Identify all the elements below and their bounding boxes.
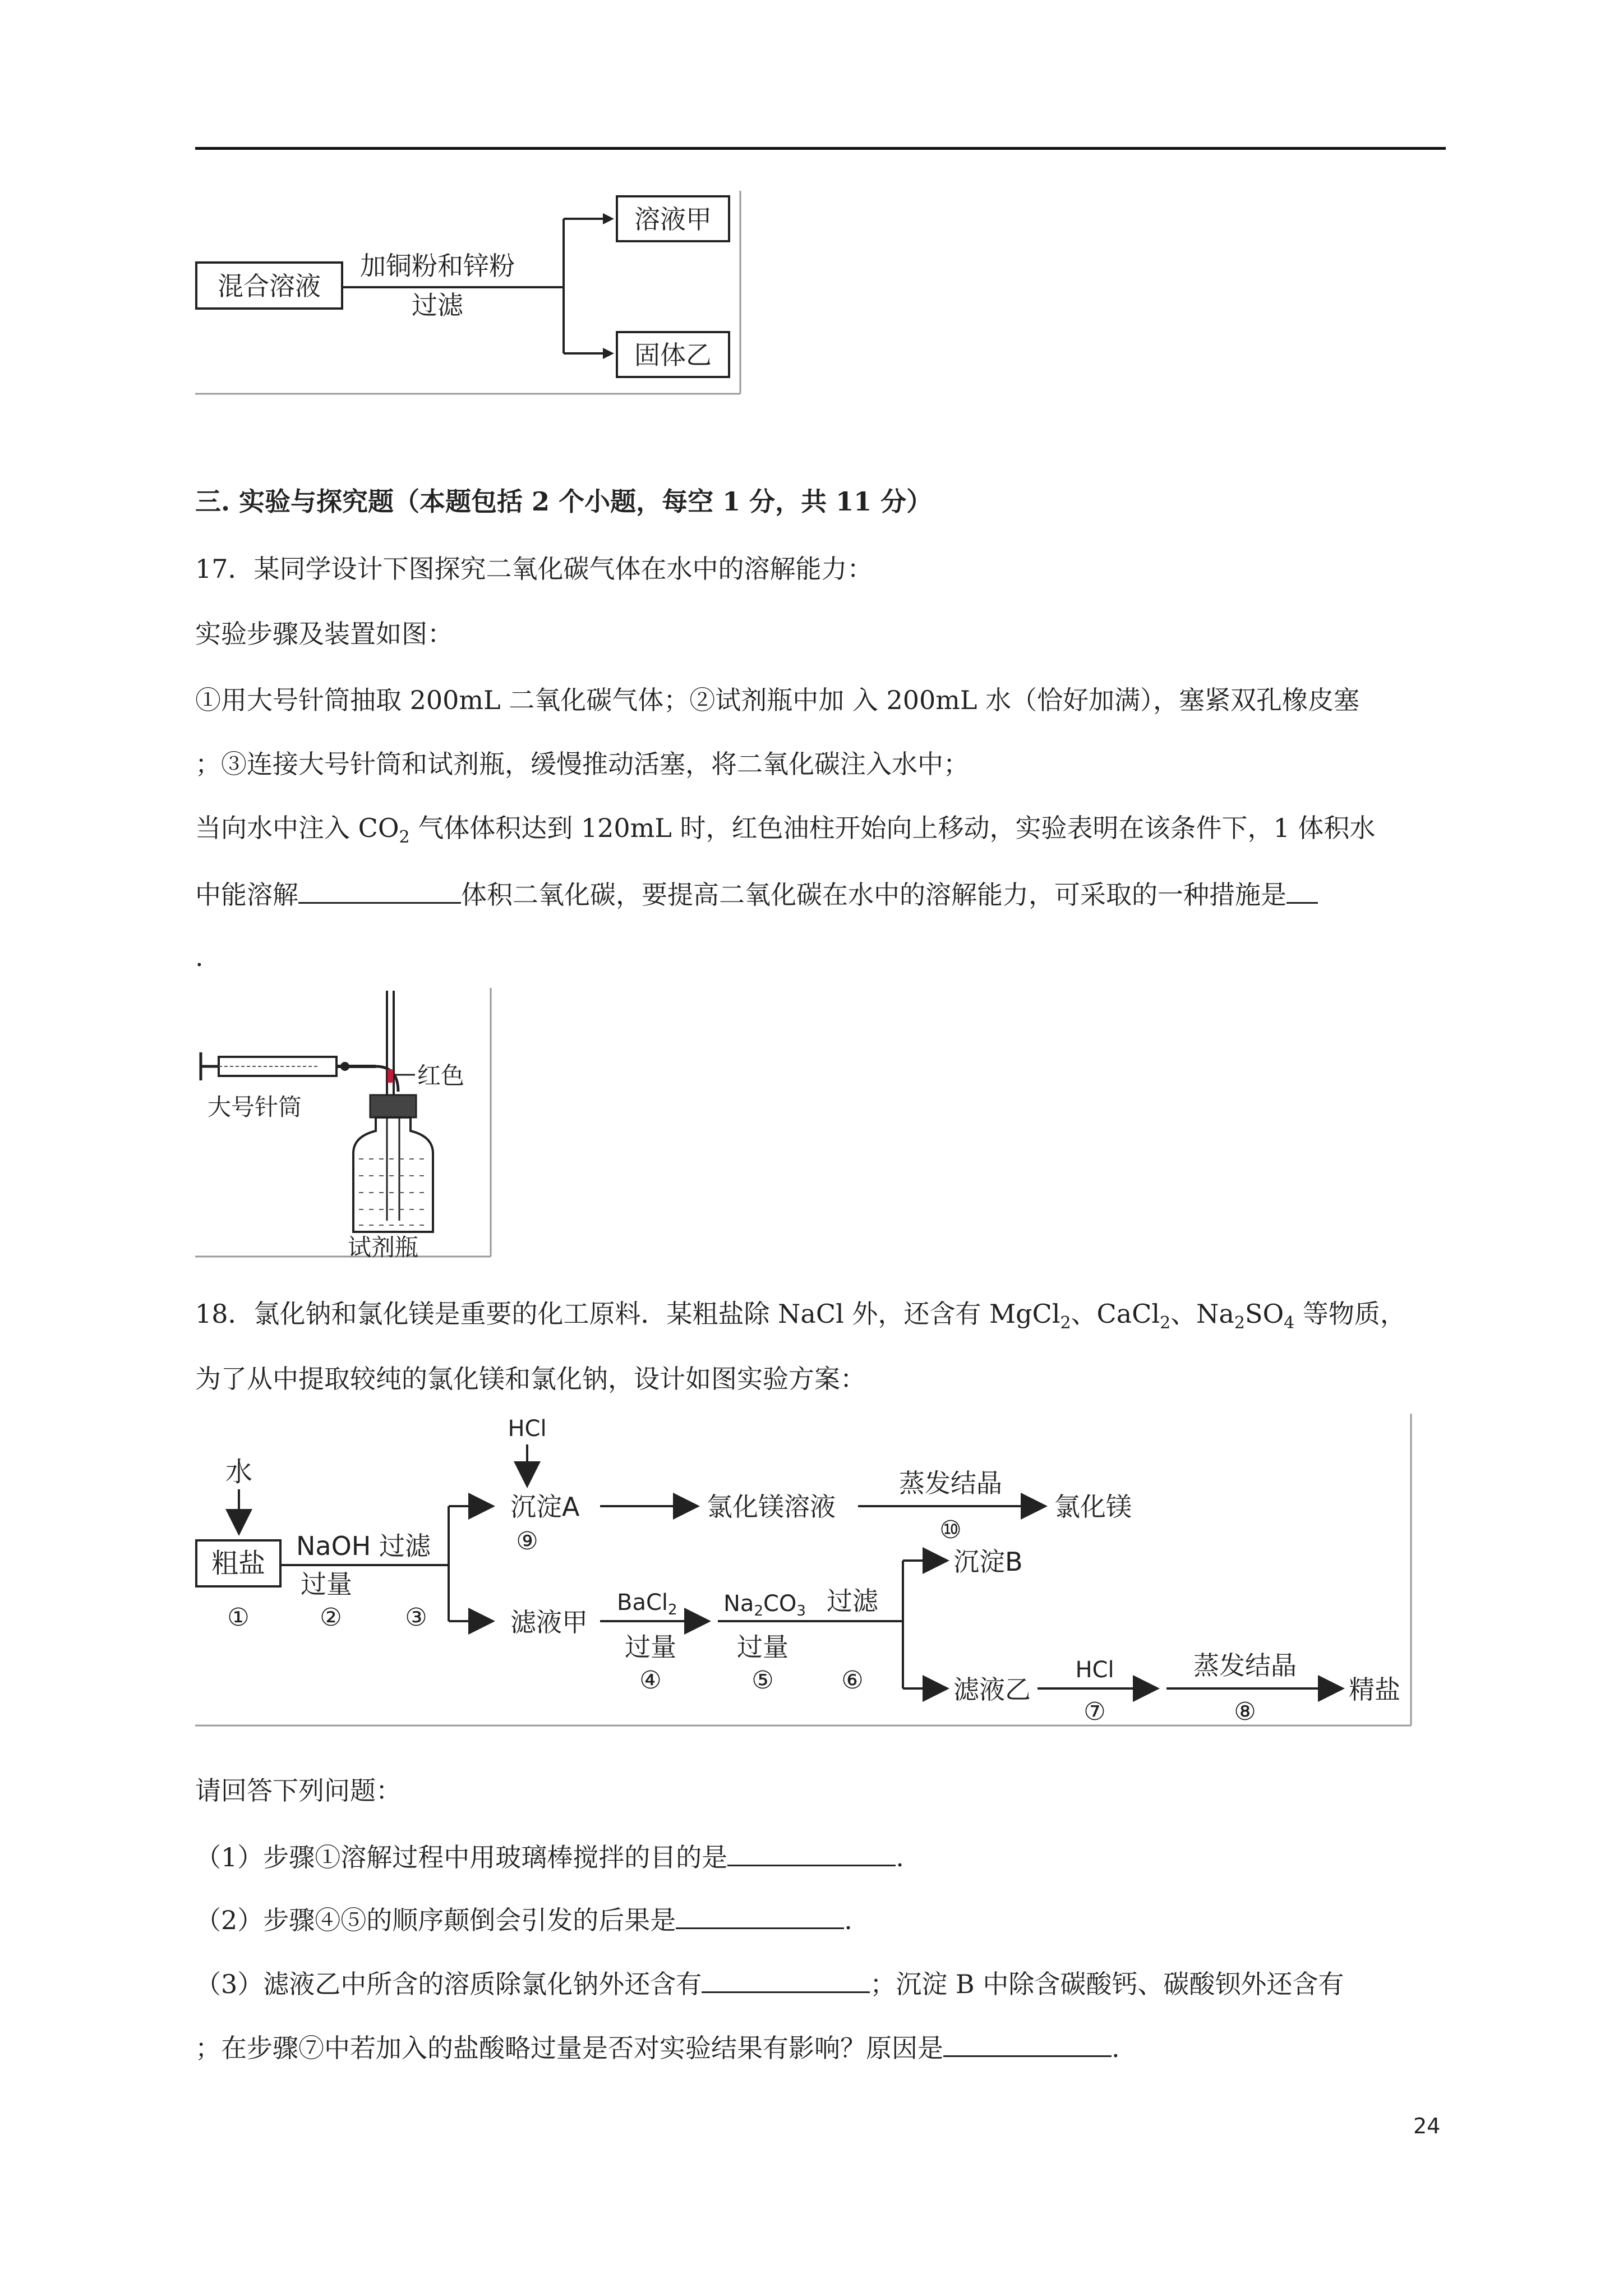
filtrate-b: 滤液乙 xyxy=(953,1674,1031,1705)
label-syringe: 大号针筒 xyxy=(208,1093,302,1121)
precipitate-a: 沉淀A xyxy=(510,1492,580,1522)
na2co3-label: $Na_2CO_3$ xyxy=(723,1591,806,1619)
question-3-cont xyxy=(195,2030,1120,2065)
question-1 xyxy=(195,1839,904,1874)
mixed-solution-diagram xyxy=(191,185,751,404)
question-3-text: （3）滤液乙中所含的溶质除氯化钠外还含有 xyxy=(195,1969,702,1999)
question-3-cont-text: ；在步骤⑦中若加入的盐酸略过量是否对实验结果有影响？原因是 xyxy=(195,2033,943,2063)
q18-line-1d: SO xyxy=(1244,1299,1284,1329)
box-solution-a-label: 溶液甲 xyxy=(634,204,712,234)
answer-blank-q2[interactable] xyxy=(676,1902,844,1929)
question-3-cont-end: . xyxy=(1112,2033,1120,2063)
label-red: 红色 xyxy=(417,1062,465,1089)
excess-2-label: 过量 xyxy=(625,1632,676,1662)
answer-blank-q3[interactable] xyxy=(702,1966,870,1993)
crude-salt-label: 粗盐 xyxy=(211,1548,266,1579)
naoh-label: NaOH 过滤 xyxy=(296,1531,431,1561)
q17-line-6 xyxy=(195,876,1318,912)
q18-line-1 xyxy=(195,1297,1406,1340)
box-solid-b-label: 固体乙 xyxy=(634,340,712,370)
answer-blank-1[interactable] xyxy=(298,876,461,904)
q17-line-2: 实验步骤及装置如图： xyxy=(195,619,453,649)
step-7: ⑦ xyxy=(1083,1697,1106,1726)
op-top-label: 加铜粉和锌粉 xyxy=(360,251,515,281)
q17-line-4: ；③连接大号针筒和试剂瓶，缓慢推动活塞，将二氧化碳注入水中； xyxy=(195,749,969,779)
question-3-text-2: ；沉淀 B 中除含碳酸钙、碳酸钡外还含有 xyxy=(870,1969,1344,1999)
step-4: ④ xyxy=(639,1666,662,1695)
answer-blank-2[interactable] xyxy=(1287,876,1318,904)
q17-line-5 xyxy=(195,811,1375,854)
excess-1-label: 过量 xyxy=(301,1569,352,1599)
answer-blank-q1[interactable] xyxy=(727,1839,896,1866)
step-2: ② xyxy=(320,1603,342,1632)
fine-salt: 精盐 xyxy=(1349,1674,1400,1705)
header-rule xyxy=(195,147,1446,150)
filtrate-a: 滤液甲 xyxy=(510,1607,588,1637)
question-1-end: . xyxy=(896,1842,904,1872)
section-title: 三. 实验与探究题（本题包括 2 个小题，每空 1 分，共 11 分） xyxy=(195,486,933,517)
answers-intro: 请回答下列问题： xyxy=(195,1775,402,1806)
step-6: ⑥ xyxy=(841,1666,864,1695)
step-1: ① xyxy=(227,1603,250,1632)
q17-line-6a: 中能溶解 xyxy=(195,880,298,910)
q18-line-2: 为了从中提取较纯的氯化镁和氯化钠，设计如图实验方案： xyxy=(195,1364,866,1394)
page-number: 24 xyxy=(1413,2114,1441,2138)
q17-line-6b: 体积二氧化碳，要提高二氧化碳在水中的溶解能力，可采取的一种措施是 xyxy=(461,880,1287,910)
label-bottle: 试剂瓶 xyxy=(348,1234,419,1261)
hcl-top-label: HCl xyxy=(508,1416,547,1442)
answer-blank-q4[interactable] xyxy=(943,2030,1112,2057)
cacl2-sub: 2 xyxy=(1160,1313,1171,1333)
question-2-text: （2）步骤④⑤的顺序颠倒会引发的后果是 xyxy=(195,1905,676,1935)
evaporate-2-label: 蒸发结晶 xyxy=(1193,1650,1297,1681)
bacl2-label: BaCl$_2$ xyxy=(617,1590,677,1618)
q17-line-5a: 当向水中注入 CO xyxy=(195,813,399,843)
mgcl2-product: 氯化镁 xyxy=(1054,1492,1132,1522)
q18-line-1a: 18．氯化钠和氯化镁是重要的化工原料．某粗盐除 NaCl 外，还含有 MgCl xyxy=(195,1299,1061,1329)
excess-3-label: 过量 xyxy=(737,1632,789,1662)
mgcl2-solution: 氯化镁溶液 xyxy=(707,1492,836,1522)
precipitate-b: 沉淀B xyxy=(953,1547,1023,1577)
evaporate-1-label: 蒸发结晶 xyxy=(899,1468,1002,1498)
q18-line-1c: 、Na xyxy=(1170,1299,1234,1329)
q17-line-7: . xyxy=(195,942,204,972)
step-9: ⑨ xyxy=(516,1527,538,1556)
mgcl2-sub: 2 xyxy=(1060,1313,1071,1333)
q17-line-1: 17．某同学设计下图探究二氧化碳气体在水中的溶解能力： xyxy=(195,554,873,584)
step-8: ⑧ xyxy=(1234,1697,1256,1726)
so4-sub: 4 xyxy=(1284,1313,1295,1333)
salt-purification-flowchart xyxy=(191,1408,1424,1733)
q18-line-1b: 、CaCl xyxy=(1071,1299,1160,1329)
step-3: ③ xyxy=(405,1603,427,1632)
na2-sub: 2 xyxy=(1234,1313,1245,1333)
question-1-text: （1）步骤①溶解过程中用玻璃棒搅拌的目的是 xyxy=(195,1842,728,1872)
q18-line-1e: 等物质， xyxy=(1294,1299,1406,1329)
co2-apparatus-figure xyxy=(191,985,494,1260)
co2-subscript: 2 xyxy=(399,827,410,848)
box-mixed-label: 混合溶液 xyxy=(218,271,321,301)
q17-line-5b: 气体体积达到 120mL 时，红色油柱开始向上移动，实验表明在该条件下，1 体积水 xyxy=(409,813,1376,843)
q17-line-3: ①用大号针筒抽取 200mL 二氧化碳气体；②试剂瓶中加 入 200mL 水（恰好加满），塞紧双孔橡皮塞 xyxy=(195,685,1360,715)
water-label: 水 xyxy=(225,1456,253,1488)
hcl-2-label: HCl xyxy=(1075,1657,1114,1683)
question-2-end: . xyxy=(844,1905,852,1935)
step-5: ⑤ xyxy=(751,1666,774,1695)
question-2 xyxy=(195,1902,852,1937)
filter-2-label: 过滤 xyxy=(827,1586,878,1616)
op-bottom-label: 过滤 xyxy=(412,290,463,320)
question-3 xyxy=(195,1966,1344,2001)
step-10: ⑩ xyxy=(939,1516,962,1544)
